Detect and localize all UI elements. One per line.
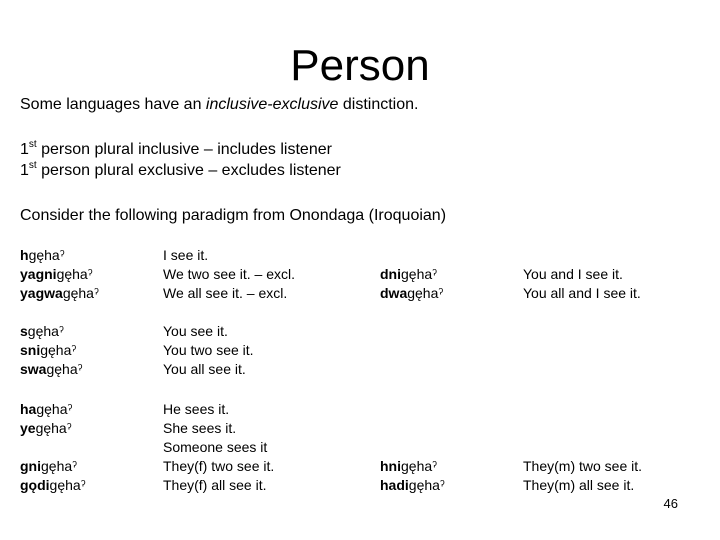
verb-prefix: gǫdi [20,477,50,493]
masculine-forms [380,457,445,495]
gloss: You all see it. [163,361,246,377]
gloss: Someone sees it [163,439,268,455]
third-person-glosses [163,400,274,495]
gloss: I see it. [163,247,209,263]
inclusive-glosses [523,265,641,303]
verb-form [380,284,443,303]
gloss: You all and I see it. [523,285,641,301]
verb-stem: gęhaˀ [56,266,93,282]
second-person-forms [20,322,83,379]
verb-form [20,360,83,379]
masculine-glosses [523,457,642,495]
ordinal-number: 1 [20,162,29,179]
verb-stem: gęhaˀ [46,361,83,377]
inclusive-forms [380,265,443,303]
intro-line [20,95,418,114]
gloss: We all see it. – excl. [163,285,288,301]
ordinal-suffix: st [28,138,37,150]
verb-prefix: hni [380,458,401,474]
inclusive-line [20,140,332,159]
verb-prefix: gni [20,458,41,474]
verb-form [380,457,445,476]
second-person-glosses [163,322,254,379]
verb-prefix: ha [20,401,37,417]
verb-form [20,265,99,284]
verb-form [20,341,83,360]
verb-stem: gęhaˀ [27,323,64,339]
exclusive-text: person plural exclusive – excludes listener [36,162,341,179]
first-person-glosses [163,246,295,303]
gloss: You see it. [163,323,228,339]
verb-stem: gęhaˀ [49,477,86,493]
verb-stem: gęhaˀ [401,458,438,474]
gloss: They(f) two see it. [163,458,275,474]
verb-form [20,476,86,495]
verb-prefix: h [20,247,29,263]
first-person-forms [20,246,99,303]
verb-form [20,419,86,438]
verb-stem: gęhaˀ [408,477,445,493]
verb-prefix: s [20,323,28,339]
verb-stem: gęhaˀ [35,420,72,436]
intro-text-after: distinction. [338,96,419,113]
verb-form [20,284,99,303]
verb-form [20,322,83,341]
verb-form [20,246,99,265]
verb-stem: gęhaˀ [41,458,78,474]
verb-form [20,400,86,419]
verb-stem: gęhaˀ [401,266,438,282]
verb-prefix: hadi [380,477,409,493]
page-number: 46 [663,496,678,511]
verb-stem: gęhaˀ [28,247,65,263]
verb-prefix: dni [380,266,401,282]
verb-form [380,476,445,495]
gloss: You two see it. [163,342,254,358]
verb-prefix: swa [20,361,47,377]
consider-line: Consider the following paradigm from Onondaga (Iroquoian) [20,207,447,224]
gloss: They(m) all see it. [523,477,635,493]
verb-form [380,265,443,284]
gloss: They(m) two see it. [523,458,643,474]
verb-prefix: yagni [20,266,57,282]
ordinal-number: 1 [20,141,29,158]
verb-stem: gęhaˀ [36,401,73,417]
verb-prefix: dwa [380,285,408,301]
intro-text-before: Some languages have an [20,96,206,113]
gloss: He sees it. [163,401,230,417]
verb-stem: gęhaˀ [40,342,77,358]
ordinal-suffix: st [28,159,37,171]
intro-emphasis: inclusive-exclusive [205,96,339,113]
verb-prefix: sni [20,342,41,358]
slide-title: Person [290,41,430,90]
verb-stem: gęhaˀ [407,285,444,301]
third-person-forms [20,400,86,495]
gloss: You and I see it. [523,266,623,282]
verb-stem: gęhaˀ [62,285,99,301]
verb-prefix: ye [20,420,36,436]
gloss: We two see it. – excl. [163,266,296,282]
inclusive-text: person plural inclusive – includes listener [36,141,332,158]
verb-prefix: yagwa [20,285,63,301]
row-spacer [20,438,86,457]
verb-form [20,457,86,476]
gloss: They(f) all see it. [163,477,267,493]
gloss: She sees it. [163,420,237,436]
exclusive-line [20,161,341,180]
